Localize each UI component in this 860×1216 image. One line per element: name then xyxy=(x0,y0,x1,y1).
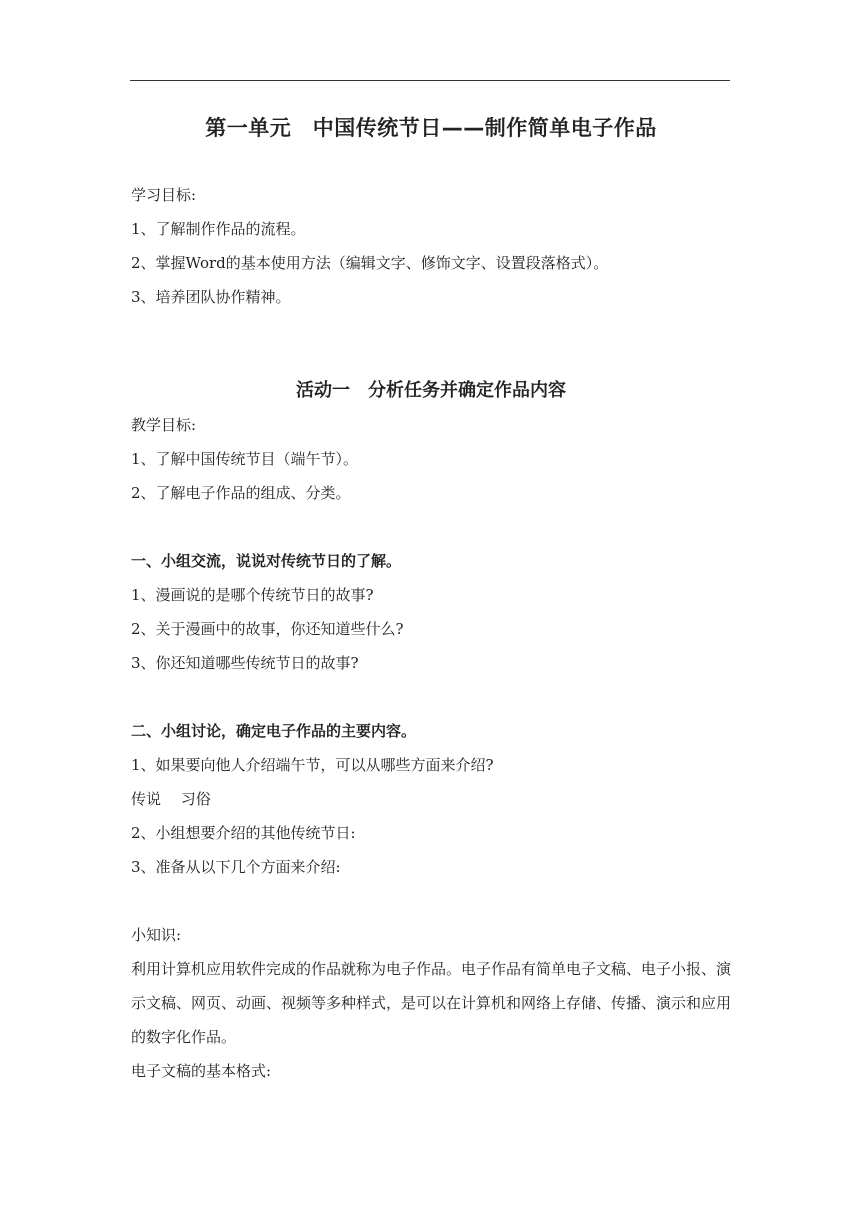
section-one-question: 2、关于漫画中的故事，你还知道些什么? xyxy=(131,620,404,638)
section-two-question: 2、小组想要介绍的其他传统节日: xyxy=(131,824,356,842)
format-heading: 电子文稿的基本格式: xyxy=(131,1062,272,1080)
section-one-heading: 一、小组交流，说说对传统节日的了解。 xyxy=(131,552,402,570)
learning-goal-item: 1、了解制作作品的流程。 xyxy=(131,220,306,238)
knowledge-paragraph: 利用计算机应用软件完成的作品就称为电子作品。电子作品有简单电子文稿、电子小报、演示文稿、网页、动画、视频等多种样式，是可以在计算机和网络上存储、传播、演示和应用的数字化作品。 xyxy=(131,960,732,1046)
knowledge-heading: 小知识: xyxy=(131,926,182,944)
section-two-question: 3、准备从以下几个方面来介绍: xyxy=(131,858,341,876)
section-two-heading: 二、小组讨论，确定电子作品的主要内容。 xyxy=(131,722,417,740)
spacer xyxy=(131,680,731,714)
section-one-question: 1、漫画说的是哪个传统节日的故事? xyxy=(131,586,374,604)
teaching-goal-item: 2、了解电子作品的组成、分类。 xyxy=(131,484,351,502)
teaching-goals-heading: 教学目标: xyxy=(131,416,197,434)
activity-title: 活动一 分析任务并确定作品内容 xyxy=(296,380,566,401)
spacer xyxy=(131,884,731,918)
header-rule xyxy=(130,80,730,81)
section-one-question: 3、你还知道哪些传统节日的故事? xyxy=(131,654,359,672)
teaching-goal-item: 1、了解中国传统节目（端午节）。 xyxy=(131,450,359,468)
spacer xyxy=(131,510,731,544)
document-body xyxy=(131,110,731,1088)
section-two-aspects: 传说 习俗 xyxy=(131,790,211,808)
spacer xyxy=(131,314,731,374)
learning-goals-heading: 学习目标: xyxy=(131,186,197,204)
section-two-question: 1、如果要向他人介绍端午节，可以从哪些方面来介绍? xyxy=(131,756,494,774)
unit-title: 第一单元 中国传统节日——制作简单电子作品 xyxy=(205,116,657,140)
learning-goal-item: 3、培养团队协作精神。 xyxy=(131,288,291,306)
learning-goal-item: 2、掌握Word的基本使用方法（编辑文字、修饰文字、设置段落格式）。 xyxy=(131,254,609,272)
